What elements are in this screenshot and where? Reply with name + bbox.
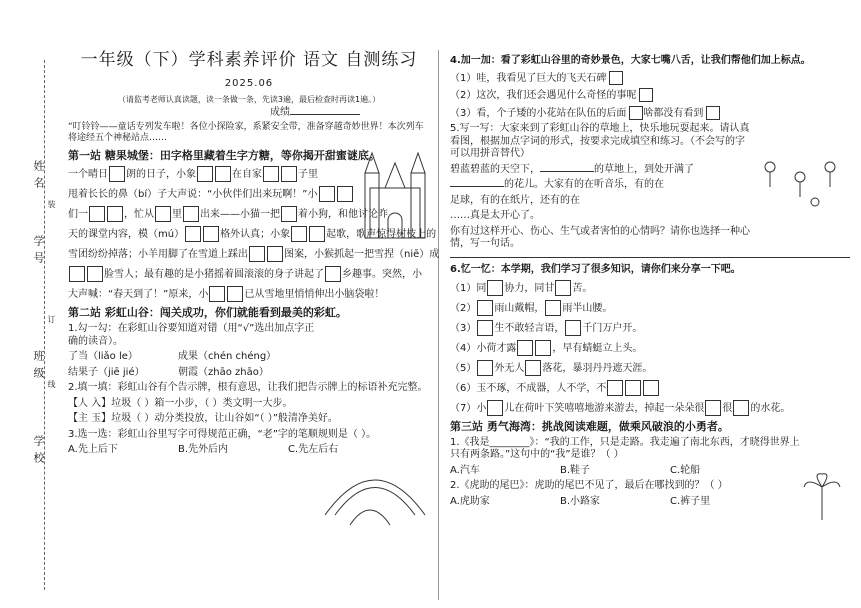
instructions: （请监考老师认真读题，读一条做一条，先读3遍，最后检查时再读1遍。） (117, 94, 381, 104)
castle-illustration (360, 148, 430, 240)
seal-char: 装 (47, 200, 56, 214)
question-5-prompt: 你有过这样开心、伤心、生气或者害怕的心情吗？请你也选择一种心情，写一句话。 (450, 225, 750, 249)
choice-c[interactable]: C.先左后右 (288, 444, 339, 455)
question-4: 4.加一加：看了彩虹山谷里的奇妙景色，大家七嘴八舌，让我们帮他们加上标点。 (450, 55, 811, 66)
option[interactable]: 朝霞（zhāo zhāo） (178, 366, 269, 378)
score-label: 成绩 (270, 106, 290, 118)
question-2-1: 1.勾一勾：在彩虹山谷要知道对错（用“√”选出加点字正确的读音）。 (68, 323, 315, 347)
punct-box[interactable] (609, 71, 623, 85)
option[interactable]: 成果（chén chéng） (178, 351, 277, 362)
seal-char: 线 (47, 380, 56, 394)
punct-box[interactable] (639, 88, 653, 102)
section-1-title: 第一站 糖果城堡：田字格里藏着生字方糖，等你揭开甜蜜谜底。 (68, 148, 380, 162)
left-column (68, 50, 440, 602)
id-label: 学号 (32, 235, 45, 269)
question-6: 6.忆一忆：本学期，我们学习了很多知识，请你们来分享一下吧。 (450, 263, 741, 275)
fill-line-2[interactable]: 【主 玉】垃圾（ ）动分类投放，让山谷如“（ ）”般清净美好。 (68, 413, 338, 424)
score-line (68, 107, 360, 120)
option[interactable]: 了当（liǎo le） (68, 351, 138, 362)
intro-text: “叮铃铃——童话专列发车啦！各位小探险家，系紧安全带，准备穿越奇妙世界！本次列车将途经五个神秘站点…… (68, 122, 424, 144)
choice-b[interactable]: B.先外后内 (178, 444, 229, 455)
section-2-title: 第二站 彩虹山谷：闯关成功，你们就能看到最美的彩虹。 (68, 306, 347, 320)
school-label: 学校 (32, 435, 45, 469)
section-2-content (68, 323, 318, 379)
fill-line-1[interactable]: 【人 入】垃圾（ ）箱一小步，（ ）类文明一大步。 (68, 397, 293, 409)
title-text: 一年级（下）学科素养评价 语文 自测练习 (80, 50, 418, 70)
question-5: 5.写一写：大家来到了彩虹山谷的草地上，快乐地玩耍起来。请认真看图，根据加点字词的形式，按要求完成填空和练习。（不会写的字可以用拼音替代） (450, 123, 750, 159)
question-3-1: 1.《我是________》：“我的工作，只是走路。我走遍了南北东西，才晓得世界上只有两条路。”这句中的“我”是谁？（ ） (450, 436, 800, 461)
class-label: 班级 (32, 350, 45, 384)
question-2-2: 2.填一填：彩虹山谷有个告示牌，根有意思，让我们把告示牌上的标语补充完整。 (68, 382, 428, 393)
section-1-passage: 一个晴日 朗的日子，小象 在自家 子里 甩着长长的鼻（bí）子大声说：“小伙伴们出来玩啊！”小 们一 ，忙从 里 出来——小猫一把 着小狗，和他讨论昨 天的课堂内容，模（mú） 格外认真；小象 起歌，歌声惊得树枝上的 雪团纷纷掉落；小羊用脚了在雪道上踩出 图案，小猴抓起一把雪捏（niē）成 脸雪人；最有趣的是小猪摇着圆滚滚的身子讲起了 乡趣事。突然，小 大声喊：“春天到了！”原来，小 已从雪地里悄悄伸出小脑袋啦！ (68, 166, 353, 302)
seal-char: 订 (47, 315, 56, 329)
name-label: 姓名 (32, 160, 45, 194)
binding-margin (0, 0, 60, 608)
cut-line (44, 60, 45, 590)
char-box[interactable] (109, 166, 125, 182)
column-divider (438, 50, 439, 600)
divider (450, 257, 850, 258)
punct-box[interactable] (706, 106, 720, 120)
kids-playing-illustration (750, 147, 850, 217)
question-3-2: 2.《虎助的尾巴》：虎助的尾巴不见了，最后在哪找到的？（ ） (450, 480, 728, 492)
score-blank[interactable] (290, 114, 360, 115)
option[interactable]: 结果子（jiē jié） (68, 366, 145, 378)
question-2-3: 3.选一选：彩虹山谷里写字可得规范正确，“老”字的笔顺规则是（ ）。 (68, 428, 377, 440)
punct-box[interactable] (629, 106, 643, 120)
palm-tree-icon (802, 472, 842, 522)
right-column: 4.加一加：看了彩虹山谷里的奇妙景色，大家七嘴八舌，让我们帮他们加上标点。 （1）哇，我看见了巨大的飞天石碑 （2）这次，我们还会遇见什么奇怪的事呢 （3）看，个子矮的小花站在队伍的后面 啥都没有看到 5.写一写：大家来到了彩虹山谷的草地上，快乐地玩耍起来。请认真看图，根据加点字词的形式，按要求完成填空和练习。（不会写的字可以用拼音替代） 碧蓝碧蓝的天空下， 的草地上，到处开满了 的花儿。大家有的在听音乐，有的在 足球，有的在纸片，还有的在 ……真是太开心了。 你有过这样开心、伤心、生气或者害怕的心情吗？请你也选择一种心情，写一句话。 6.忆一忆：本学期，我们学习了很多知识，请你们来分享一下吧。 （1）同 协力，同甘 苦。 （2） 雨山戴帽， 雨半山腰。 （3） 生不敢轻言语， 千门万户开。 （4）小荷才露 ，早有蜻蜓立上头。 （5） 外无人 落花，暴羽丹丹遮天涯。 （6）玉不琢，不成器，人不学，不 （7）小 儿在荷叶下笑嘻嘻地游来游去，掉起一朵朵很 很 的水花。 第三站 勇气海湾：挑战阅读难题，做乘风破浪的小勇者。 1.《我是________》：“我的工作，只是走路。我走遍了南北东西，才晓得世界上只有两条路。”这句中的“我”是谁？（ ） A.汽车 B.鞋子 C.轮船 2.《虎助的尾巴》：虎助的尾巴不见了，最后在哪找到的？（ ） A.虎助家 B.小路家 C.裤子里 (450, 52, 850, 604)
page-title (68, 50, 430, 93)
section-3-title: 第三站 勇气海湾：挑战阅读难题，做乘风破浪的小勇者。 (450, 420, 729, 433)
choice-a[interactable]: A.先上后下 (68, 444, 118, 455)
date: 2025.06 (224, 78, 274, 90)
rainbow-valley-illustration (320, 455, 430, 525)
